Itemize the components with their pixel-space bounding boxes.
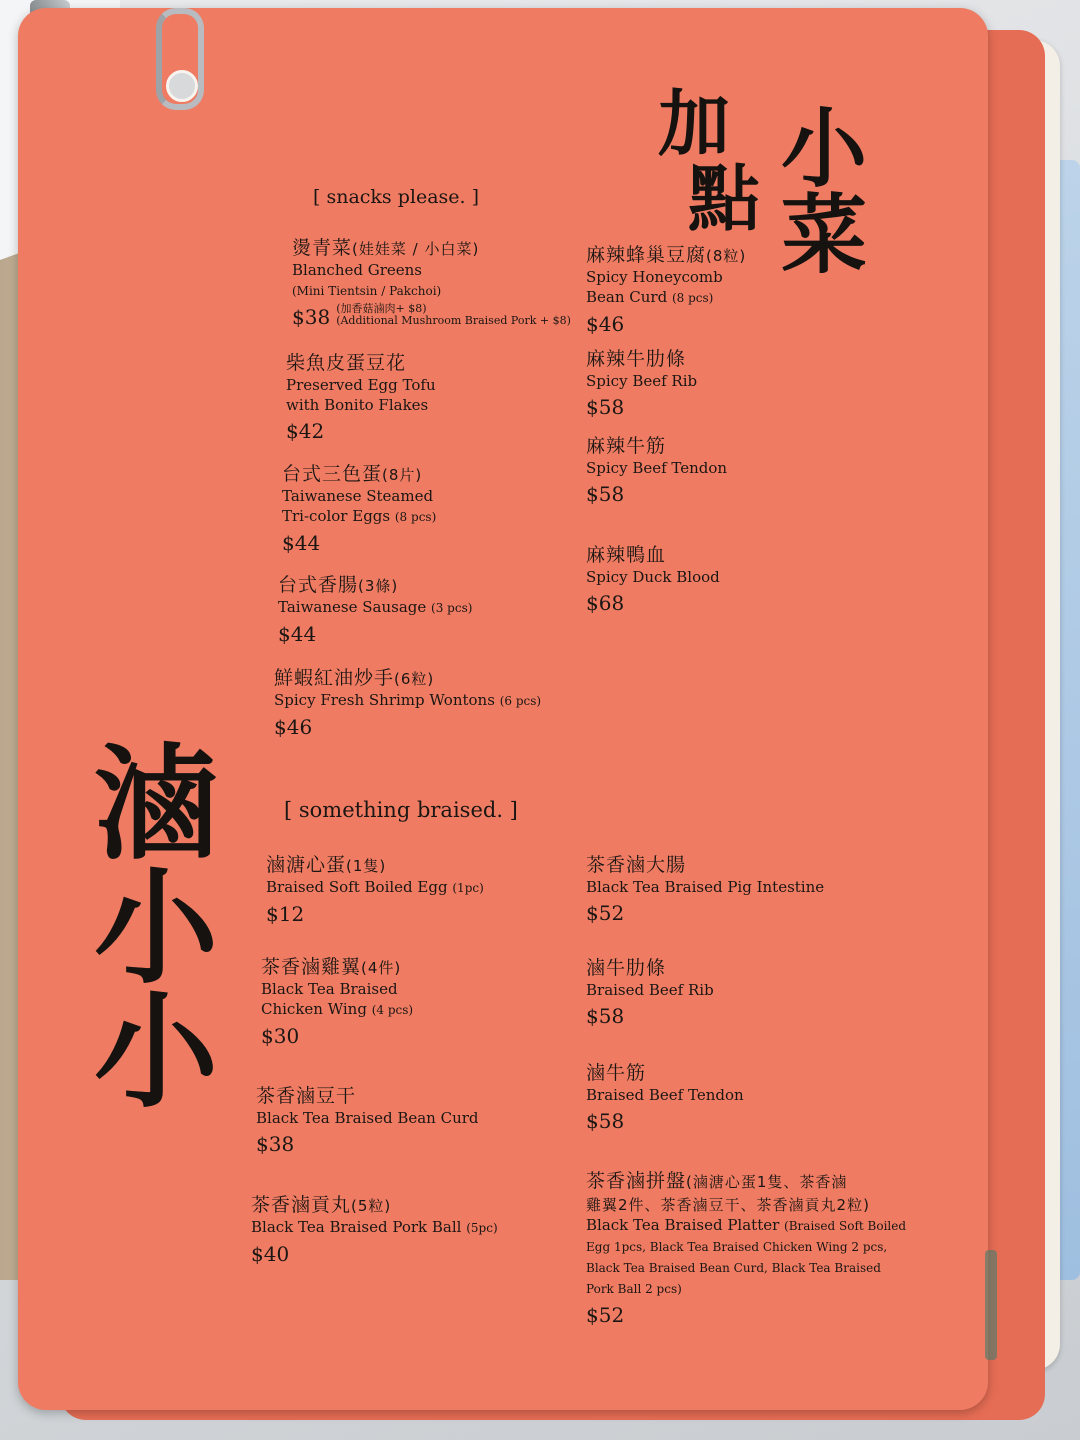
- menu-item: 燙青菜(娃娃菜 / 小白菜) Blanched Greens (Mini Tientsin / Pakchoi) $38 (加香菇滷肉+ $8) (Additional Mushroom Braised Pork + $8): [292, 237, 571, 329]
- menu-item: 茶香滷拼盤(滷溏心蛋1隻、茶香滷 雞翼2件、茶香滷豆干、茶香滷貢丸2粒) Black Tea Braised Platter (Braised Soft Boiled Egg 1pcs, Black Tea Braised Chicken Wing 2 pcs, Black Tea Braised Bean Curd, Black Tea Braised Pork Ball 2 pcs) $52: [586, 1170, 907, 1327]
- menu-item: 茶香滷貢丸(5粒) Black Tea Braised Pork Ball (5pc) $40: [251, 1194, 498, 1266]
- menu-item: 台式香腸(3條) Taiwanese Sausage (3 pcs) $44: [278, 574, 473, 646]
- menu-item: 滷溏心蛋(1隻) Braised Soft Boiled Egg (1pc) $12: [266, 854, 484, 926]
- section-snacks-heading: [ snacks please. ]: [313, 186, 480, 208]
- menu-item: 麻辣牛肋條 Spicy Beef Rib $58: [586, 348, 698, 419]
- menu-item: 鮮蝦紅油炒手(6粒) Spicy Fresh Shrimp Wontons (6 pcs) $46: [274, 667, 542, 739]
- punch-hole: [166, 70, 198, 102]
- menu-item: 茶香滷雞翼(4件) Black Tea Braised Chicken Wing (4 pcs) $30: [261, 956, 414, 1048]
- menu-item: 茶香滷豆干 Black Tea Braised Bean Curd $38: [256, 1085, 479, 1156]
- title-braised: 滷小小: [73, 738, 217, 1110]
- title-add-1: 加: [658, 82, 731, 166]
- section-braised-heading: [ something braised. ]: [284, 798, 518, 822]
- menu-item: 麻辣蜂巢豆腐(8粒) Spicy Honeycomb Bean Curd (8 pcs) $46: [586, 244, 747, 336]
- back-page-edge: [985, 1250, 997, 1360]
- menu-item: 麻辣鴨血 Spicy Duck Blood $68: [586, 544, 720, 615]
- menu-item: 滷牛筋 Braised Beef Tendon $58: [586, 1062, 744, 1133]
- menu-item: 麻辣牛筋 Spicy Beef Tendon $58: [586, 435, 728, 506]
- menu-item: 台式三色蛋(8片) Taiwanese Steamed Tri-color Eggs (8 pcs) $44: [282, 463, 437, 555]
- menu-item: 滷牛肋條 Braised Beef Rib $58: [586, 957, 714, 1028]
- menu-item: 柴魚皮蛋豆花 Preserved Egg Tofu with Bonito Flakes $42: [286, 352, 436, 443]
- menu-page: [18, 8, 988, 1410]
- title-small-dishes: 小菜: [766, 103, 866, 275]
- title-add-2: 點: [688, 157, 761, 241]
- menu-item: 茶香滷大腸 Black Tea Braised Pig Intestine $52: [586, 854, 825, 925]
